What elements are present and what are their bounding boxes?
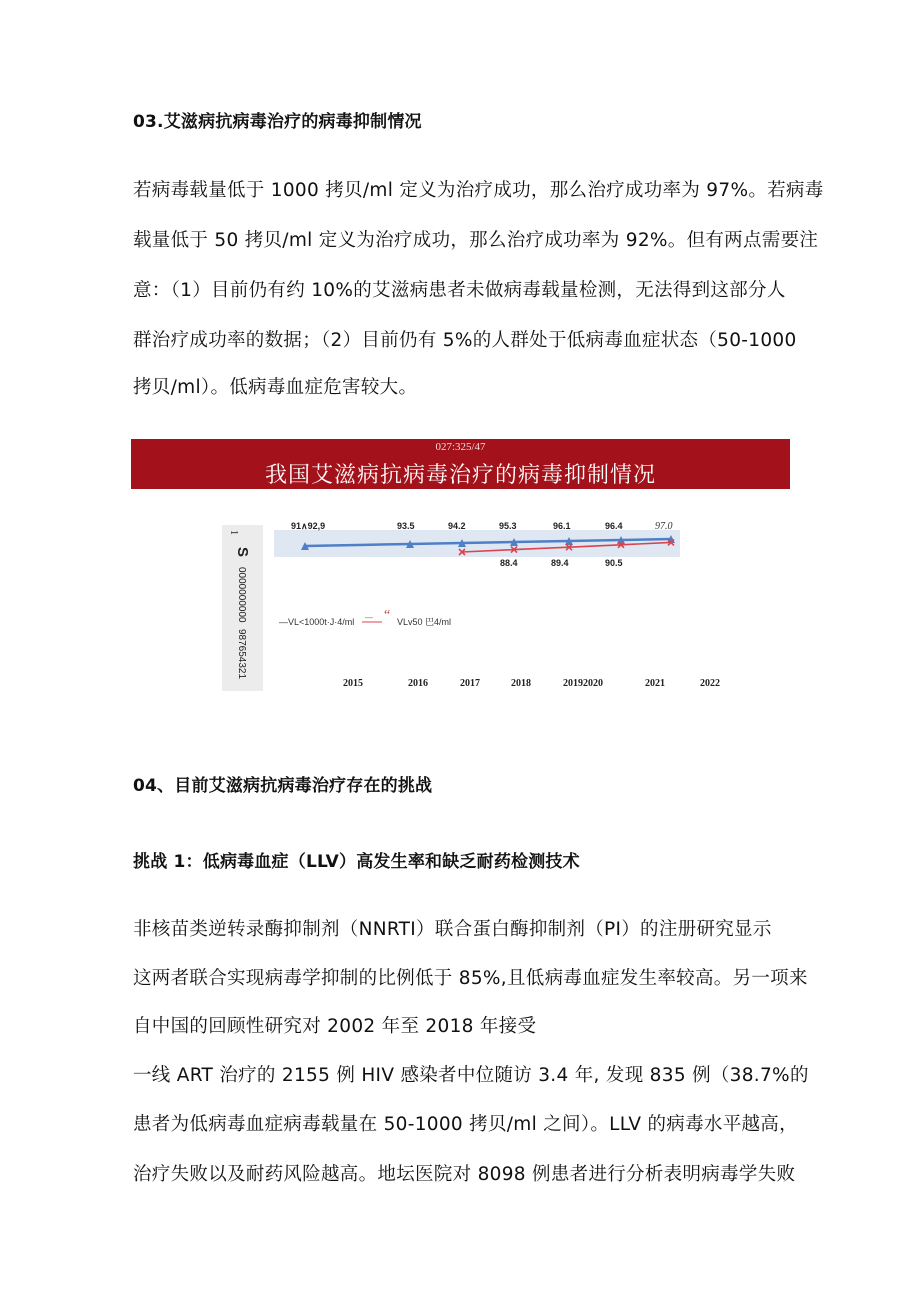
data-label-blue: 91∧92,9: [291, 521, 326, 531]
data-label-blue: 97.0: [655, 521, 673, 532]
legend-entry-red: VLv50 巴4/ml: [397, 617, 452, 627]
x-tick-label: 2021: [645, 678, 665, 689]
x-tick-label: 2017: [460, 678, 480, 689]
chart-banner-code: 027:325/47: [435, 441, 486, 453]
section-04-line-4: 一线 ART 治疗的 2155 例 HIV 感染者中位随访 3.4 年, 发现 835 例（38.7%的: [133, 1065, 809, 1086]
data-label-blue: 96.4: [605, 521, 623, 531]
y-axis-numbers: 987654321: [236, 629, 247, 680]
y-axis-symbol: S: [234, 547, 251, 558]
chart-title: 我国艾滋病抗病毒治疗的病毒抑制情况: [264, 463, 656, 488]
data-label-red: 90.5: [605, 558, 623, 568]
x-tick-label: 2018: [511, 678, 531, 689]
section-03-line-3: 意：（1）目前仍有约 10%的艾滋病患者未做病毒载量检测，无法得到这部分人: [133, 280, 786, 301]
x-tick-label: 2015: [343, 678, 363, 689]
section-03-heading: 03.艾滋病抗病毒治疗的病毒抑制情况: [133, 112, 422, 132]
legend-dash: —: [365, 613, 373, 622]
data-label-blue: 95.3: [499, 521, 517, 531]
x-tick-label: 20192020: [563, 678, 603, 689]
y-axis-digits: 0000000000: [236, 567, 247, 623]
section-03-line-4: 群治疗成功率的数据；（2）目前仍有 5%的人群处于低病毒血症状态（50-1000: [133, 330, 797, 351]
data-label-blue: 94.2: [448, 521, 466, 531]
data-label-blue: 96.1: [553, 521, 571, 531]
data-label-blue: 93.5: [397, 521, 415, 531]
section-04-line-6: 治疗失败以及耐药风险越高。地坛医院对 8098 例患者进行分析表明病毒学失败: [133, 1164, 796, 1185]
section-04-line-2: 这两者联合实现病毒学抑制的比例低于 85%,且低病毒血症发生率较高。另一项来: [133, 968, 808, 989]
challenge-1-heading: 挑战 1：低病毒血症（LLV）高发生率和缺乏耐药检测技术: [133, 852, 580, 872]
section-04-line-1: 非核苗类逆转录酶抑制剂（NNRTI）联合蛋白酶抑制剂（PI）的注册研究显示: [133, 919, 772, 940]
section-03-line-2: 载量低于 50 拷贝/ml 定义为治疗成功，那么治疗成功率为 92%。但有两点需要注: [133, 230, 819, 251]
x-tick-label: 2022: [700, 678, 720, 689]
data-label-red: 89.4: [551, 558, 569, 568]
section-04-line-5: 患者为低病毒血症病毒载量在 50-1000 拷贝/ml 之间）。LLV 的病毒水平越高，: [133, 1114, 798, 1135]
section-04-line-3: 自中国的回顾性研究对 2002 年至 2018 年接受: [133, 1016, 537, 1037]
legend-entry-blue: —VL<1000t·J·4/ml: [279, 617, 355, 627]
section-03-line-5: 拷贝/ml）。低病毒血症危害较大。: [133, 377, 418, 398]
section-03-line-1: 若病毒载量低于 1000 拷贝/ml 定义为治疗成功，那么治疗成功率为 97%。若病毒: [133, 180, 824, 201]
y-axis-top-mark: 1: [228, 530, 239, 535]
section-04-heading: 04、目前艾滋病抗病毒治疗存在的挑战: [133, 776, 433, 796]
data-label-red: 88.4: [500, 558, 518, 568]
x-tick-label: 2016: [408, 678, 428, 689]
legend-mark: “: [384, 608, 391, 623]
